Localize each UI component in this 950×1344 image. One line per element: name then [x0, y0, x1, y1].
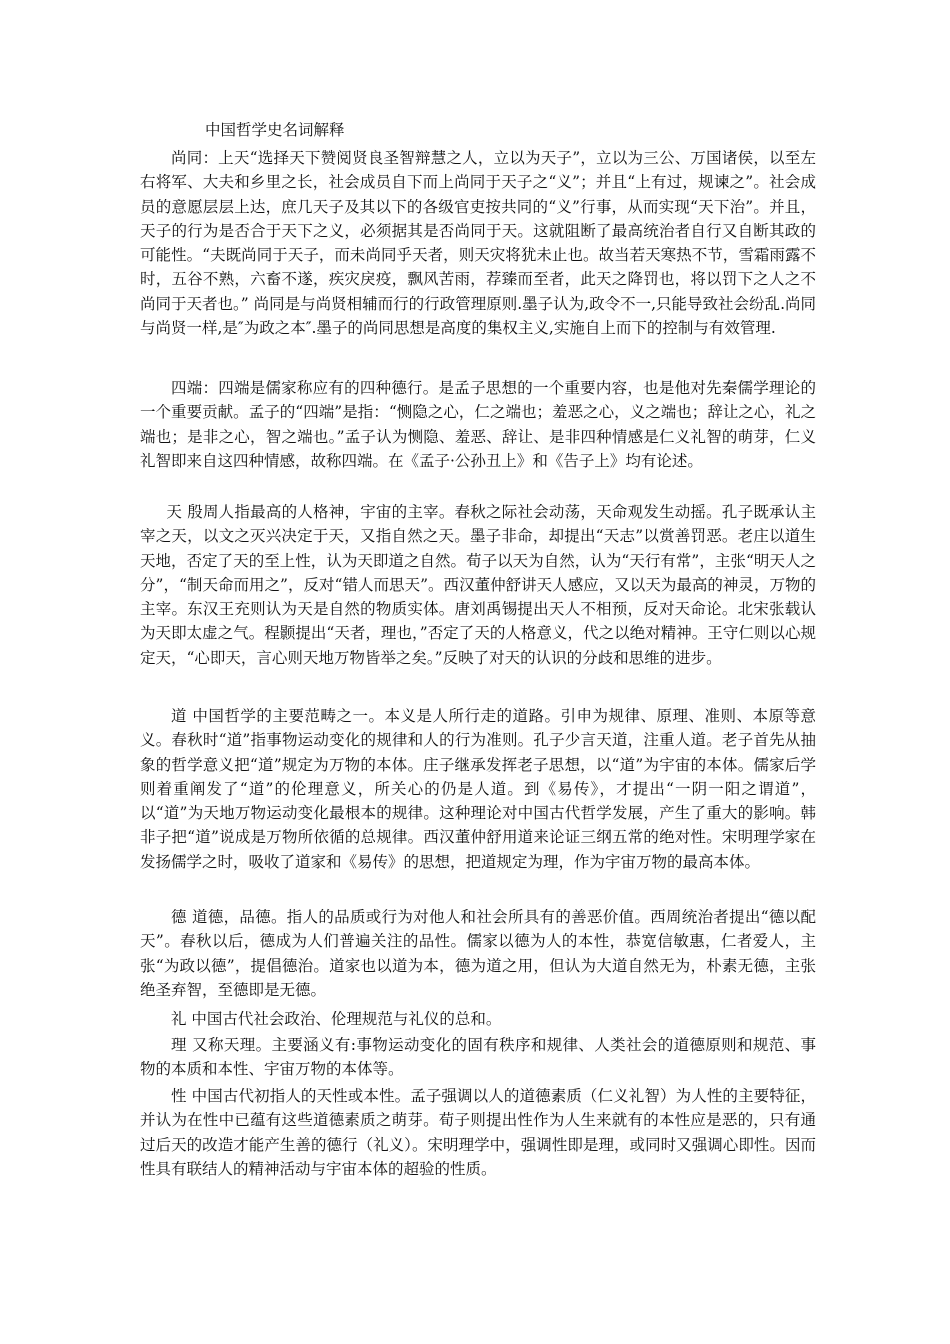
document-title: 中国哲学史名词解释	[205, 121, 345, 139]
entry-siduan: 四端：四端是儒家称应有的四种德行。是孟子思想的一个重要内容，也是他对先秦儒学理论的一个重要贡献。孟子的“四端”是指：“恻隐之心，仁之端也；羞恶之心，义之端也；辞让之心，礼之端也；是非之心，智之端也。”孟子认为恻隐、羞恶、辞让、是非四种情感是仁义礼智的萌芽，仁义礼智即来自这四种情感，故称四端。在《孟子·公孙丑上》和《告子上》均有论述。	[140, 379, 816, 470]
entry-li-principle: 理 又称天理。主要涵义有:事物运动变化的固有秩序和规律、人类社会的道德原则和规范、事物的本质和本性、宇宙万物的本体等。	[140, 1036, 816, 1079]
entry-li-ritual: 礼 中国古代社会政治、伦理规范与礼仪的总和。	[171, 1010, 502, 1028]
entry-de: 德 道德，品德。指人的品质或行为对他人和社会所具有的善恶价值。西周统治者提出“德以配天”。春秋以后，德成为人们普遍关注的品性。儒家以德为人的本性，恭宽信敏惠，仁者爱人，主张“为政以德”，提倡德治。道家也以道为本，德为道之用，但认为大道自然无为，朴素无德，主张绝圣弃智，至德即是无德。	[140, 908, 816, 999]
entry-tian: 天 殷周人指最高的人格神，宇宙的主宰。春秋之际社会动荡，天命观发生动摇。孔子既承认主宰之天，以文之灭兴决定于天，又指自然之天。墨子非命，却提出“天志”以赏善罚恶。老庄以道生天地，否定了天的至上性，认为天即道之自然。荀子以天为自然，认为“天行有常”，主张“明天人之分”，“制天命而用之”，反对“错人而思天”。西汉董仲舒讲天人感应，又以天为最高的神灵，万物的主宰。东汉王充则认为天是自然的物质实体。唐刘禹锡提出天人不相预，反对天命论。北宋张载认为天即太虚之气。程颢提出“天者，理也，”否定了天的人格意义，代之以绝对精神。王守仁则以心规定天，“心即天，言心则天地万物皆举之矣。”反映了对天的认识的分歧和思维的进步。	[140, 503, 816, 667]
entry-dao: 道 中国哲学的主要范畴之一。本义是人所行走的道路。引申为规律、原理、准则、本原等意义。春秋时“道”指事物运动变化的规律和人的行为准则。孔子少言天道，注重人道。老子首先从抽象的哲学意义把“道”规定为万物的本体。庄子继承发挥老子思想，以“道”为宇宙的本体。儒家后学则着重阐发了“道”的伦理意义，所关心的仍是人道。到《易传》，才提出“一阴一阳之谓道”，以“道”为天地万物运动变化最根本的规律。这种理论对中国古代哲学发展，产生了重大的影响。韩非子把“道”说成是万物所依循的总规律。西汉董仲舒用道来论证三纲五常的绝对性。宋明理学家在发扬儒学之时，吸收了道家和《易传》的思想，把道规定为理，作为宇宙万物的最高本体。	[140, 707, 816, 871]
entry-shangtong: 尚同：上天“选择天下赞阅贤良圣智辩慧之人，立以为天子”，立以为三公、万国诸侯，以至左右将军、大夫和乡里之长，社会成员自下而上尚同于天子之“义”；并且“上有过，规谏之”。社会成员的意愿层层上达，庶几天子及其以下的各级官吏按共同的“义”行事，从而实现“天下治”。并且，天子的行为是否合于天下之义，必须据其是否尚同于天。这就阻断了最高统治者自行又自断其政的可能性。“夫既尚同于天子，而未尚同乎天者，则天灾将犹未止也。故当若天寒热不节，雪霜雨露不时，五谷不熟，六畜不遂，疾灾戾疫，飘风苦雨，荐臻而至者，此天之降罚也，将以罚下之人之不尚同于天者也。” 尚同是与尚贤相辅而行的行政管理原则.墨子认为,政令不一,只能导致社会纷乱.尚同与尚贤一样,是″为政之本″.墨子的尚同思想是高度的集权主义,实施自上而下的控制与有效管理.	[140, 149, 816, 338]
entry-xing: 性 中国古代初指人的天性或本性。孟子强调以人的道德素质（仁义礼智）为人性的主要特征，并认为在性中已蕴有这些道德素质之萌芽。荀子则提出性作为人生来就有的本性应是恶的，只有通过后天的改造才能产生善的德行（礼义）。宋明理学中，强调性即是理，或同时又强调心即性。因而性具有联结人的精神活动与宇宙本体的超验的性质。	[140, 1087, 816, 1178]
